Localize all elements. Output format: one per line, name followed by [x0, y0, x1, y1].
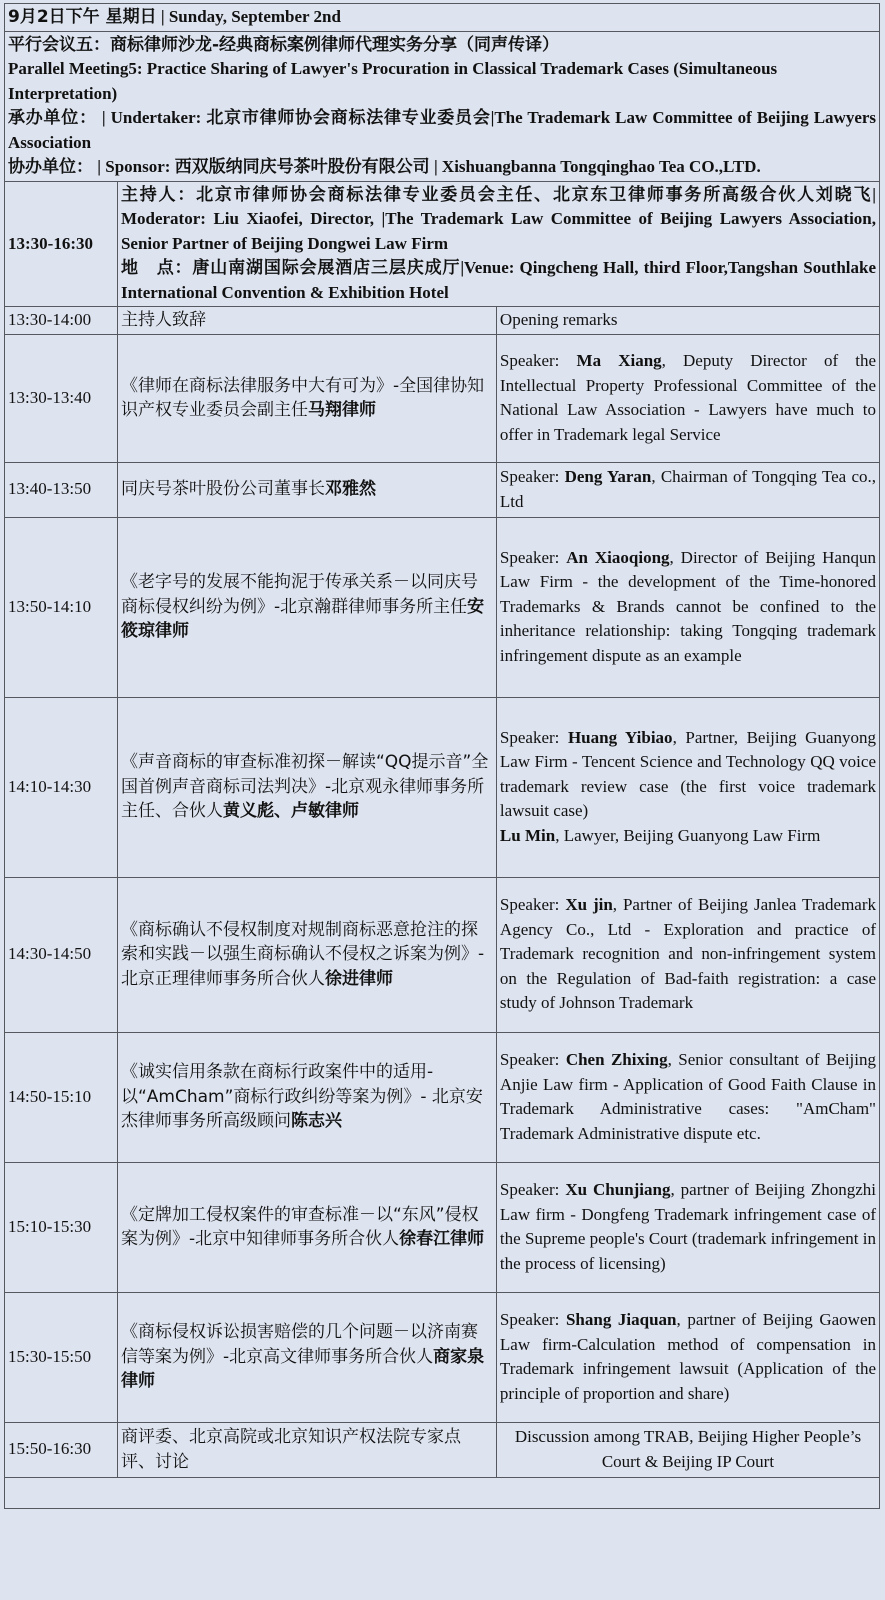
- empty-row: [5, 1477, 880, 1508]
- row-speaker: Speaker: Xu jin, Partner of Beijing Janlea Trademark Agency Co., Ltd - Exploration and practice of Trademark recognition and non-infringement system on the Regulation of Bad-faith registration: a case study of Johnson Trademark: [496, 877, 879, 1032]
- row-topic: 《商标确认不侵权制度对规制商标恶意抢注的探索和实践－以强生商标确认不侵权之诉案为例》-北京正理律师事务所合伙人徐进律师: [117, 877, 496, 1032]
- sponsor-cn: 西双版纳同庆号茶叶股份有限公司: [174, 157, 430, 177]
- venue-cn: 地 点：唐山南湖国际会展酒店三层庆成厅: [120, 258, 461, 278]
- row-time: 15:50-16:30: [5, 1422, 118, 1477]
- date-cn: 9月2日下午 星期日: [8, 7, 157, 27]
- moderator-cn: 主持人：北京市律师协会商标法律专业委员会主任、北京东卫律师事务所高级合伙人刘晓飞: [120, 184, 873, 205]
- row-speaker: Opening remarks: [496, 307, 879, 335]
- undertaker-cn-label: 承办单位：: [8, 108, 97, 128]
- meeting-info-cell: [5, 31, 880, 181]
- date-en: Sunday, September 2nd: [168, 7, 341, 26]
- venue-line: [121, 256, 876, 305]
- date-cell: 9月2日下午 星期日 | Sunday, September 2nd: [5, 4, 880, 32]
- session-time: 13:30-16:30: [5, 181, 118, 307]
- row-speaker: Speaker: Ma Xiang, Deputy Director of the Intellectual Property Professional Committee of the National Law Association - Lawyers have much to offer in Trademark legal Service: [496, 334, 879, 462]
- row-topic: 同庆号茶叶股份公司董事长邓雅然: [117, 462, 496, 517]
- sponsor-en: | Xishuangbanna Tongqinghao Tea CO.,LTD.: [433, 157, 761, 176]
- table-row: [5, 1292, 880, 1422]
- undertaker-en-label: | Undertaker:: [101, 108, 202, 127]
- venue-en: |Venue: Qingcheng Hall, third Floor,Tangshan Southlake International Convention & Exhibition Hotel: [120, 258, 876, 302]
- row-time: 13:30-14:00: [5, 307, 118, 335]
- meeting-info-row: [5, 31, 880, 181]
- moderator-en: | Moderator: Liu Xiaofei, Director, |The Trademark Law Committee of Beijing Lawyers Association, Senior Partner of Beijing Dongwei Law Firm: [120, 184, 876, 253]
- sponsor-cn-label: 协办单位：: [8, 157, 93, 177]
- session-row: [5, 181, 880, 307]
- row-speaker: Speaker: An Xiaoqiong, Director of Beijing Hanqun Law Firm - the development of the Time-honored Trademarks & Brands cannot be confined to the inheritance relationship: taking Tongqing trademark infringement dispute as an example: [496, 517, 879, 697]
- row-time: 13:40-13:50: [5, 462, 118, 517]
- row-topic: 《律师在商标法律服务中大有可为》-全国律协知识产权专业委员会副主任马翔律师: [117, 334, 496, 462]
- table-row: [5, 1422, 880, 1477]
- table-row: [5, 1162, 880, 1292]
- table-row: [5, 697, 880, 877]
- moderator-line: [121, 183, 876, 257]
- row-topic: 《声音商标的审查标准初探－解读“QQ提示音”全国首例声音商标司法判决》-北京观永律师事务所主任、合伙人黄义彪、卢敏律师: [117, 697, 496, 877]
- row-time: 14:10-14:30: [5, 697, 118, 877]
- row-speaker: Speaker: Chen Zhixing, Senior consultant of Beijing Anjie Law firm - Application of Good Faith Clause in Trademark Administrative cases: "AmCham" Trademark Administrative dispute etc.: [496, 1032, 879, 1162]
- row-time: 14:30-14:50: [5, 877, 118, 1032]
- row-topic: 主持人致辞: [117, 307, 496, 335]
- row-topic: 商评委、北京高院或北京知识产权法院专家点评、讨论: [117, 1422, 496, 1477]
- row-topic: 《商标侵权诉讼损害赔偿的几个问题－以济南赛信等案为例》-北京高文律师事务所合伙人商家泉律师: [117, 1292, 496, 1422]
- table-row: [5, 334, 880, 462]
- table-row: [5, 462, 880, 517]
- table-row: [5, 517, 880, 697]
- row-time: 14:50-15:10: [5, 1032, 118, 1162]
- row-speaker: Discussion among TRAB, Beijing Higher People’s Court & Beijing IP Court: [496, 1422, 879, 1477]
- row-speaker: Speaker: Deng Yaran, Chairman of Tongqing Tea co., Ltd: [496, 462, 879, 517]
- row-time: 13:50-14:10: [5, 517, 118, 697]
- row-speaker: Speaker: Huang Yibiao, Partner, Beijing Guanyong Law Firm - Tencent Science and Technology QQ voice trademark review case (the first voice trademark lawsuit case) Lu Min, Lawyer, Beijing Guanyong Law Firm: [496, 697, 879, 877]
- undertaker-cn: 北京市律师协会商标法律专业委员会: [206, 108, 491, 128]
- meeting-title-en: Parallel Meeting5: Practice Sharing of Lawyer's Procuration in Classical Trademark Cases (Simultaneous Interpretation): [8, 59, 778, 103]
- table-row: [5, 1032, 880, 1162]
- row-topic: 《定牌加工侵权案件的审查标准－以“东风”侵权案为例》-北京中知律师事务所合伙人徐春江律师: [117, 1162, 496, 1292]
- date-row: [5, 4, 880, 32]
- row-topic: 《老字号的发展不能拘泥于传承关系－以同庆号商标侵权纠纷为例》-北京瀚群律师事务所主任安筱琼律师: [117, 517, 496, 697]
- sponsor-en-label: | Sponsor:: [97, 157, 171, 176]
- sponsor-line: [8, 155, 876, 180]
- table-row: [5, 877, 880, 1032]
- row-time: 15:30-15:50: [5, 1292, 118, 1422]
- meeting-title-cn: 平行会议五：商标律师沙龙-经典商标案例律师代理实务分享（同声传译）: [8, 34, 560, 55]
- table-row: [5, 307, 880, 335]
- row-topic: 《诚实信用条款在商标行政案件中的适用-以“AmCham”商标行政纠纷等案为例》- 北京安杰律师事务所高级顾问陈志兴: [117, 1032, 496, 1162]
- empty-cell: [5, 1477, 880, 1508]
- row-time: 15:10-15:30: [5, 1162, 118, 1292]
- undertaker-line: [8, 106, 876, 155]
- row-time: 13:30-13:40: [5, 334, 118, 462]
- row-speaker: Speaker: Shang Jiaquan, partner of Beijing Gaowen Law firm-Calculation method of compensation in Trademark infringement lawsuit (Application of the principle of proportion and share): [496, 1292, 879, 1422]
- schedule-table: [4, 3, 880, 1509]
- row-speaker: Speaker: Xu Chunjiang, partner of Beijing Zhongzhi Law firm - Dongfeng Trademark infringement case of the Supreme people's Court (trademark infringement in the process of licensing): [496, 1162, 879, 1292]
- session-info-cell: [117, 181, 879, 307]
- undertaker-en: |The Trademark Law Committee of Beijing Lawyers Association: [8, 108, 877, 152]
